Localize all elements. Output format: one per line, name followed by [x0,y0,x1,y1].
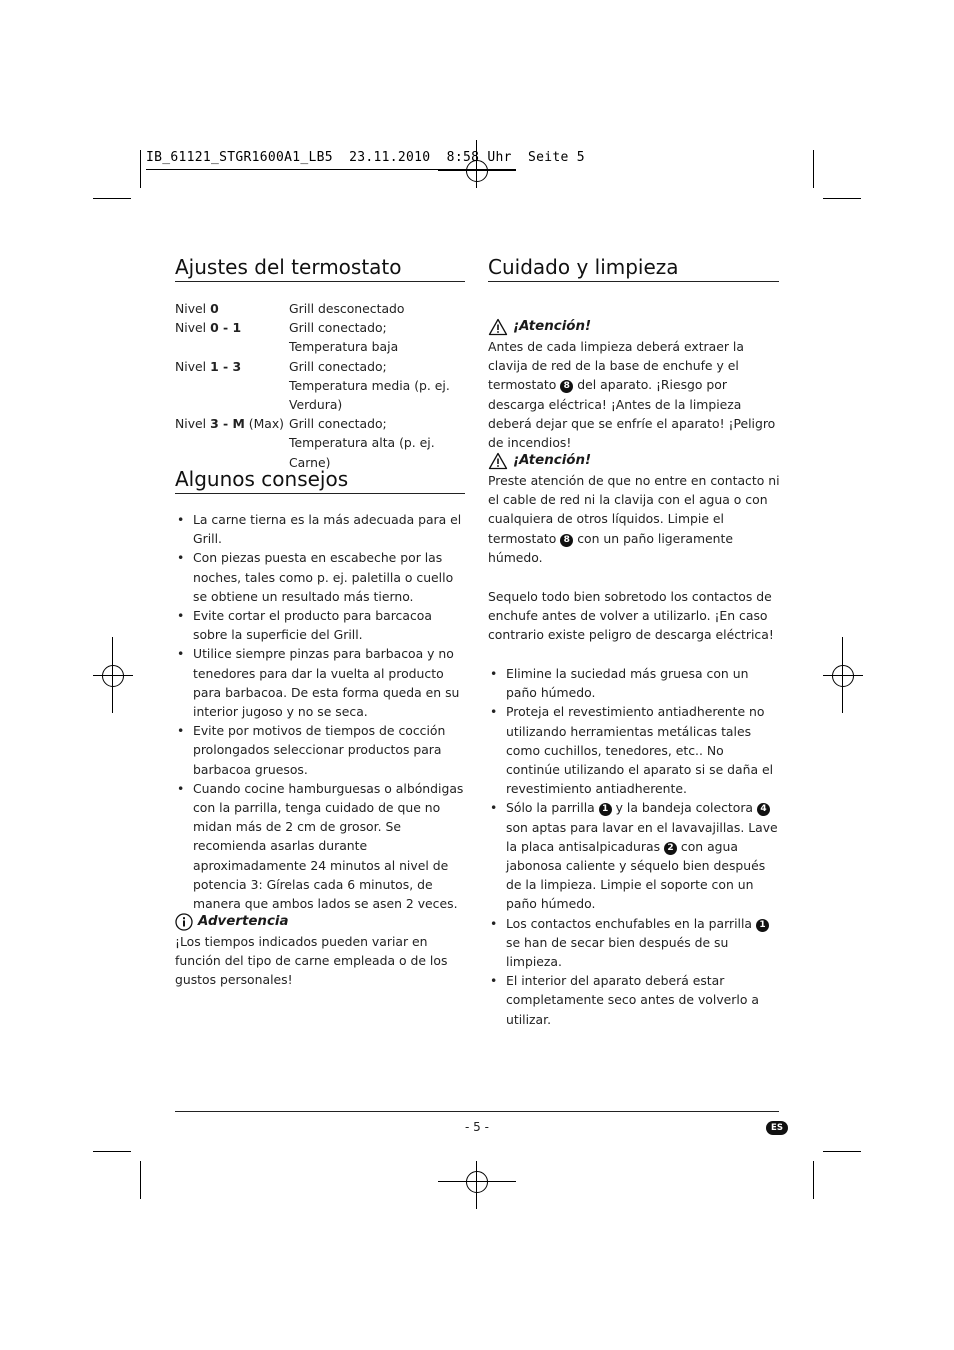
tips-list [175,510,467,913]
crop-mark [93,1151,131,1152]
warning-text: Antes de cada limpieza deberá extraer la clavija de red de la base de enchufe y el termostato 8 del aparato. ¡Riesgo por descarga eléctrica! ¡Antes de la limpieza deberá dejar que se enfríe el aparato! ¡Peligro de incendios! [488,339,776,451]
part-number-badge: 8 [560,380,573,393]
thermostat-row: Nivel 1 - 3 Grill conectado; Temperatura media (p. ej. Verdura) [175,358,450,413]
heading-rule [488,281,779,282]
warning-triangle-icon [488,452,508,470]
list-item: • La carne tierna es la más adecuada para el Grill. [175,510,467,548]
crop-mark [823,198,861,199]
thermostat-row: Nivel 0 Grill desconectado [175,301,405,316]
list-item: • Los contactos enchufables en la parrilla 1 se han de secar bien después de su limpieza. [488,914,780,972]
print-slug: IB_61121_STGR1600A1_LB5 23.11.2010 8:58 Uhr Seite 5 [146,150,585,165]
list-item: • Evite por motivos de tiempos de cocción prolongados seleccionar productos para barbacoa gruesos. [175,721,467,779]
language-badge: ES [766,1121,788,1135]
part-number-badge: 8 [560,534,573,547]
thermostat-row: Nivel 3 - M (Max) Grill conectado; Temperatura alta (p. ej. Carne) [175,416,435,470]
crop-mark [140,150,141,188]
warning-title: ¡Atención! [513,319,592,334]
part-number-badge: 2 [664,842,677,855]
part-number-badge: 1 [599,803,612,816]
heading-rule [175,493,465,494]
slug-underline [146,169,516,170]
list-item: • Utilice siempre pinzas para barbacoa y no tenedores para dar la vuelta al producto para barbacoa. De esta forma queda en su interior jugoso y no se seca. [175,644,467,721]
list-item: • Sólo la parrilla 1 y la bandeja colectora 4 son aptas para lavar en el lavavajillas. Lave la placa antisalpicaduras 2 con agua jabonosa caliente y séquelo bien después de la limpieza. Limpie el soporte con un paño húmedo. [488,798,780,913]
heading-rule [175,281,465,282]
part-number-badge: 4 [757,803,770,816]
part-number-badge: 1 [756,919,769,932]
dry-note: Sequelo todo bien sobretodo los contactos de enchufe antes de volver a utilizarlo. ¡En caso contrario existe peligro de descarga eléctrica! [488,589,774,643]
thermostat-heading: Ajustes del termostato [175,255,402,279]
thermostat-table [175,299,467,472]
warning-block-1 [488,317,780,452]
warning-text: Preste atención de que no entre en contacto ni el cable de red ni la clavija con el agua o con cualquiera de otros líquidos. Limpie el termostato 8 con un paño ligeramente húmedo. [488,473,780,565]
info-icon [175,913,193,931]
crop-mark [93,198,131,199]
warning-title: ¡Atención! [513,453,592,468]
thermostat-row: Nivel 0 - 1 Grill conectado; Temperatura baja [175,320,399,355]
crop-mark [140,1161,141,1199]
crop-mark [813,1161,814,1199]
tips-heading: Algunos consejos [175,467,349,491]
warning-triangle-icon [488,318,508,336]
advertencia-note [175,912,467,990]
crop-mark [813,150,814,188]
note-text: ¡Los tiempos indicados pueden variar en función del tipo de carne empleada o de los gustos personales! [175,934,448,988]
list-item: • Elimine la suciedad más gruesa con un paño húmedo. [488,664,780,702]
list-item: • Cuando cocine hamburguesas o albóndigas con la parrilla, tenga cuidado de que no midan más de 2 cm de grosor. Se recomienda asarlas durante aproximadamente 24 minutos al nivel de potencia 3: Gírelas cada 6 minutos, de manera que ambos lados se asen 2 veces. [175,779,467,913]
crop-mark [823,1151,861,1152]
care-heading: Cuidado y limpieza [488,255,679,279]
page-number: - 5 - [465,1120,489,1134]
warning-block-2 [488,451,780,567]
note-title: Advertencia [198,914,289,929]
footer-rule [175,1111,779,1112]
list-item: • Proteja el revestimiento antiadherente no utilizando herramientas metálicas tales como cuchillos, tenedores, etc.. No continúe utilizando el aparato si se daña el revestimiento antiadherente. [488,702,780,798]
list-item: • El interior del aparato deberá estar completamente seco antes de volverlo a utilizar. [488,971,780,1029]
cleaning-list [488,664,780,1029]
list-item: • Evite cortar el producto para barcacoa sobre la superficie del Grill. [175,606,467,644]
list-item: • Con piezas puesta en escabeche por las noches, tales como p. ej. paletilla o cuello se obtiene un resultado más tierno. [175,548,467,606]
